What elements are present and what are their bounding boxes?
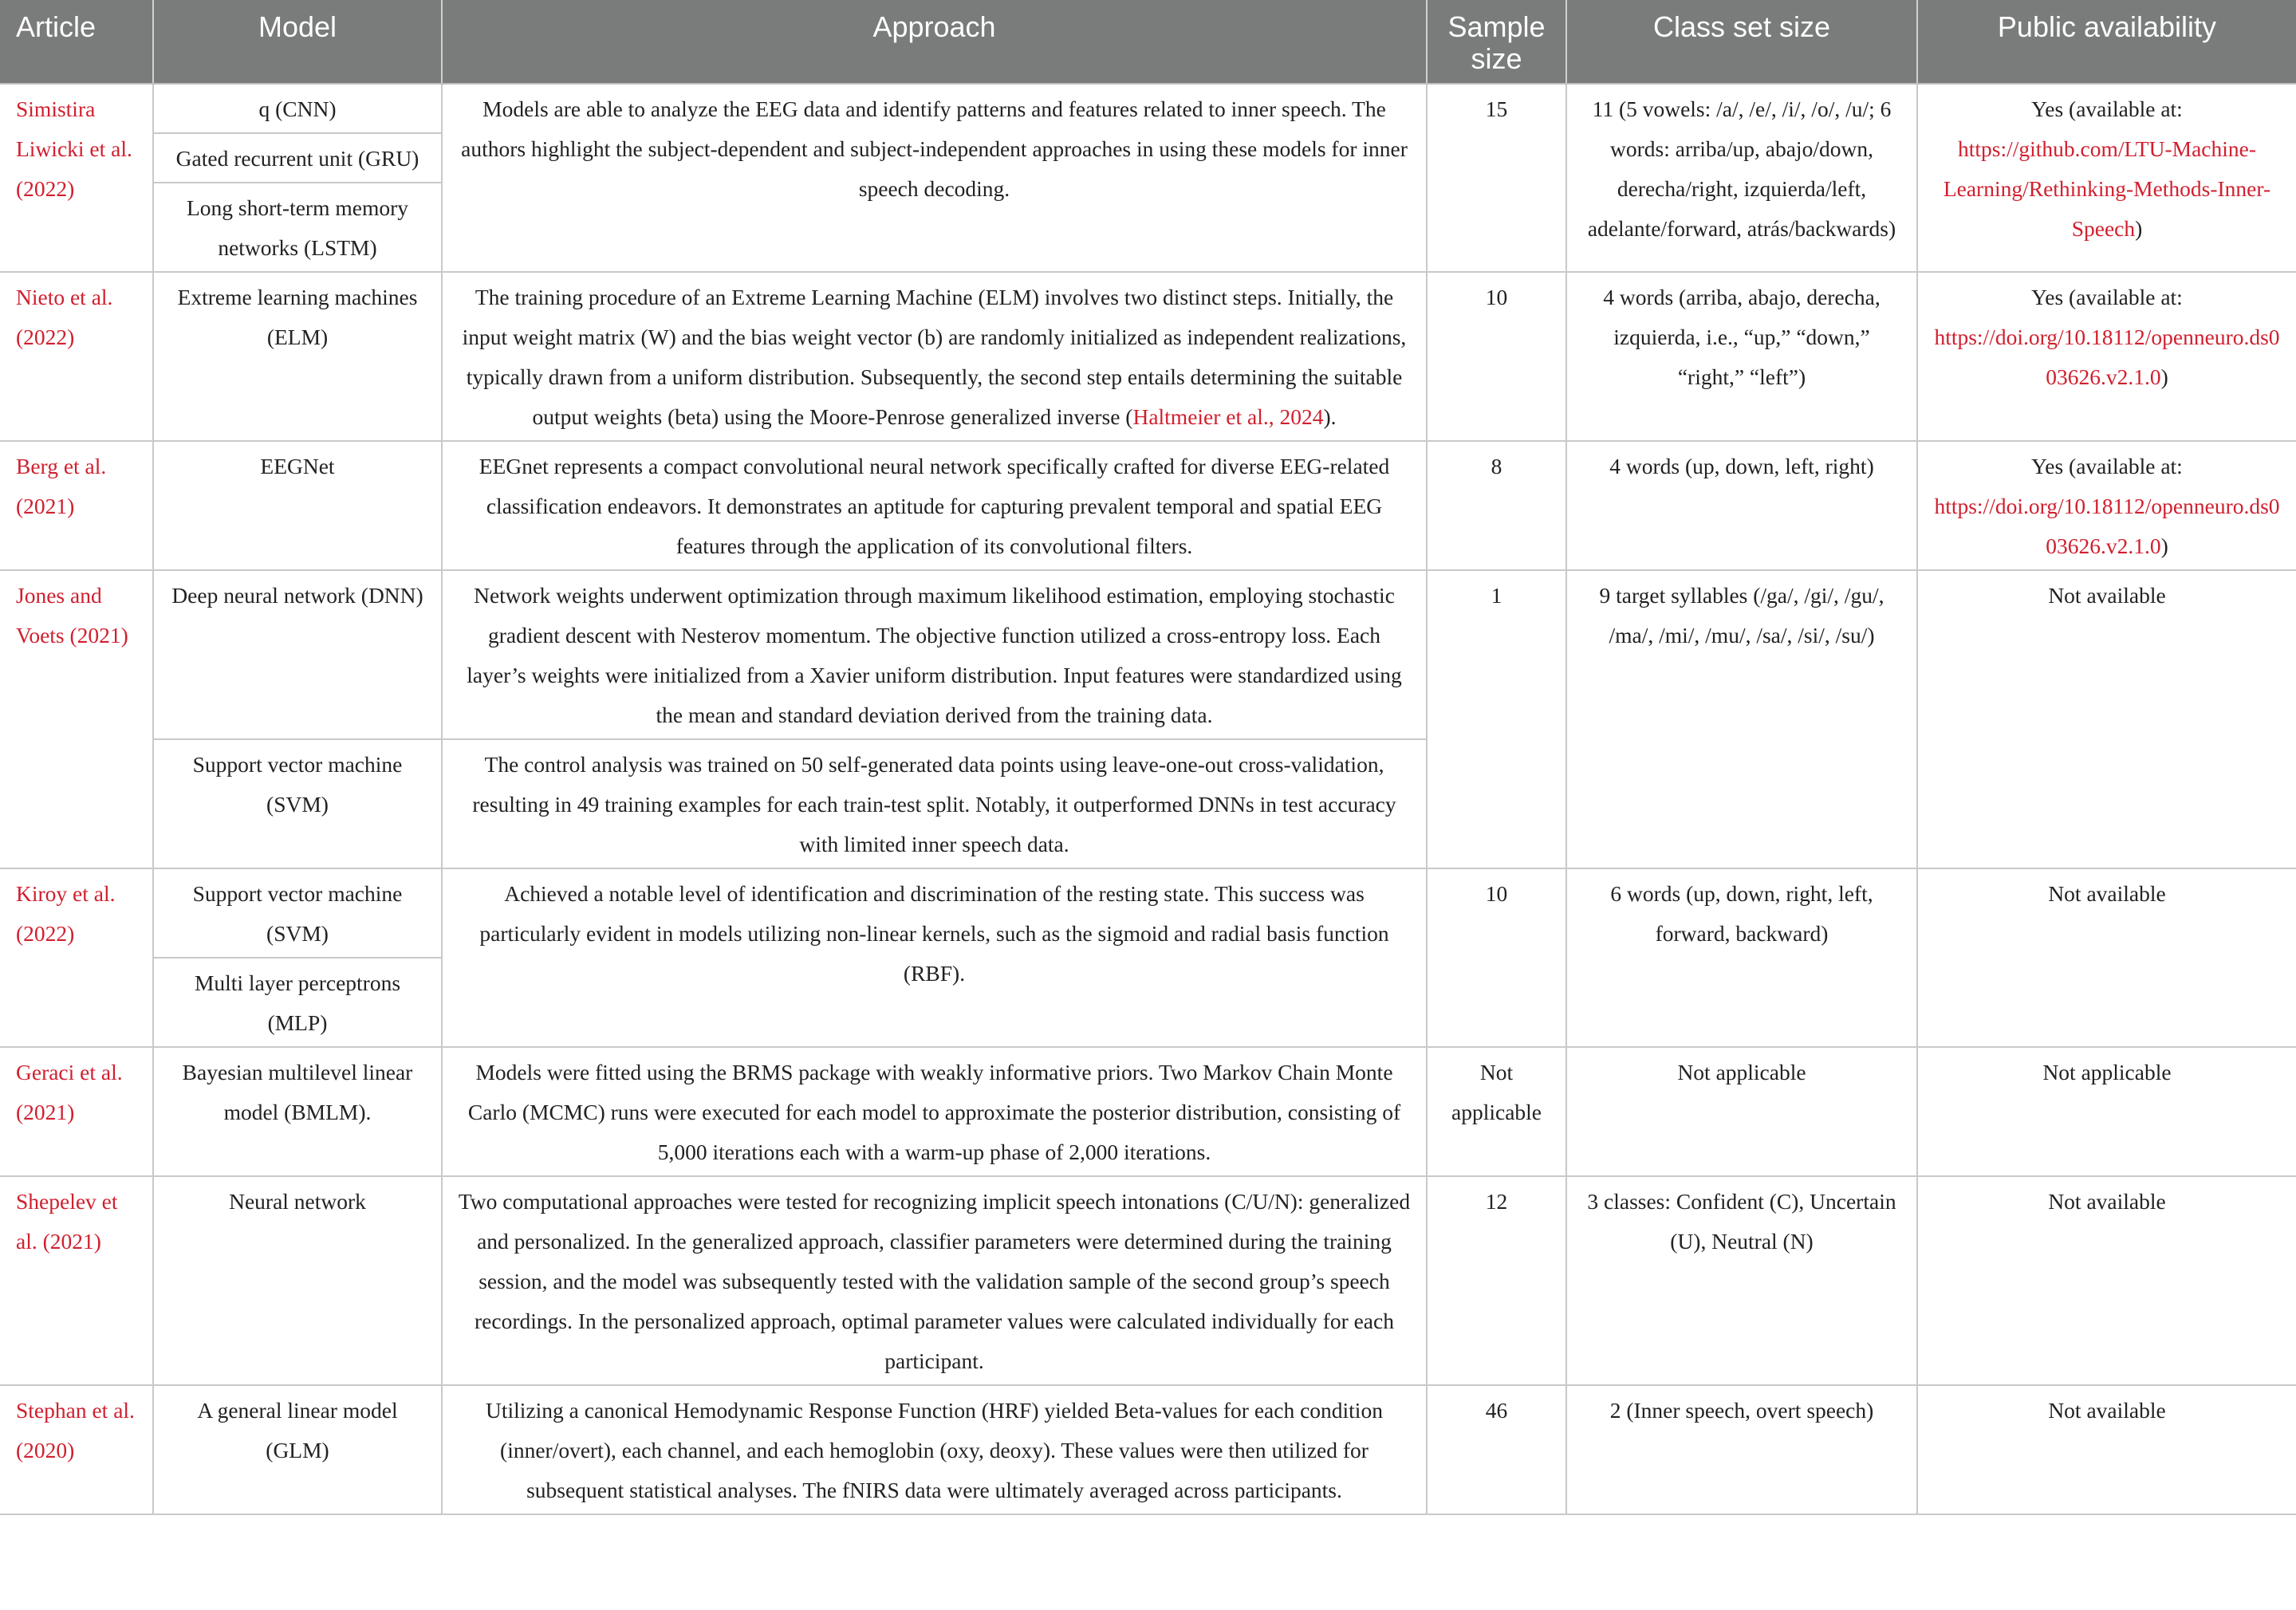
article-cell bbox=[0, 441, 153, 570]
sample-size-cell: 46 bbox=[1427, 1385, 1566, 1514]
article-link[interactable]: Simistira Liwicki et al. (2022) bbox=[16, 96, 132, 201]
approach-cell: Achieved a notable level of identification and discrimination of the resting state. This success was particularly evident in models utilizing non-linear kernels, such as the sigmoid and radial basis function (RBF). bbox=[442, 868, 1427, 1047]
table-row bbox=[0, 1385, 2296, 1514]
model-cell: Neural network bbox=[153, 1176, 442, 1385]
sample-size-cell: Not applicable bbox=[1427, 1047, 1566, 1176]
article-cell bbox=[0, 272, 153, 441]
availability-prefix: Yes (available at: bbox=[2031, 454, 2183, 478]
approach-cell: Utilizing a canonical Hemodynamic Response Function (HRF) yielded Beta-values for each condition (inner/overt), each channel, and each hemoglobin (oxy, deoxy). These values were then utilized for subsequent statistical analyses. The fNIRS data were ultimately averaged across participants. bbox=[442, 1385, 1427, 1514]
class-set-cell: 4 words (arriba, abajo, derecha, izquierda, i.e., “up,” “down,” “right,” “left”) bbox=[1566, 272, 1917, 441]
reference-link[interactable]: Haltmeier et al., 2024 bbox=[1132, 404, 1324, 429]
availability-suffix: ) bbox=[2160, 533, 2168, 558]
availability-cell: Not available bbox=[1917, 1176, 2296, 1385]
availability-link[interactable]: https://doi.org/10.18112/openneuro.ds003626.v2.1.0 bbox=[1934, 494, 2280, 558]
article-cell bbox=[0, 868, 153, 1047]
approach-cell: Models are able to analyze the EEG data and identify patterns and features related to inner speech. The authors highlight the subject-dependent and subject-independent approaches in using these models for inner speech decoding. bbox=[442, 84, 1427, 272]
model-cell: q (CNN) bbox=[153, 84, 442, 133]
approach-cell: EEGnet represents a compact convolutional neural network specifically crafted for diverse EEG-related classification endeavors. It demonstrates an aptitude for capturing prevalent temporal and spatial EEG features through the application of its convolutional filters. bbox=[442, 441, 1427, 570]
model-cell: Deep neural network (DNN) bbox=[153, 570, 442, 739]
article-link[interactable]: Nieto et al. (2022) bbox=[16, 285, 113, 349]
article-link[interactable]: Shepelev et al. (2021) bbox=[16, 1189, 118, 1254]
model-cell: Support vector machine (SVM) bbox=[153, 868, 442, 958]
model-cell: Multi layer perceptrons (MLP) bbox=[153, 958, 442, 1047]
availability-cell: Not applicable bbox=[1917, 1047, 2296, 1176]
article-cell bbox=[0, 1176, 153, 1385]
class-set-cell: Not applicable bbox=[1566, 1047, 1917, 1176]
sample-size-cell: 15 bbox=[1427, 84, 1566, 272]
article-link[interactable]: Kiroy et al. (2022) bbox=[16, 881, 116, 946]
availability-prefix: Yes (available at: bbox=[2031, 96, 2183, 121]
availability-cell bbox=[1917, 441, 2296, 570]
approach-cell: Network weights underwent optimization through maximum likelihood estimation, employing stochastic gradient descent with Nesterov momentum. The objective function utilized a cross-entropy loss. Each layer’s weights were initialized from a Xavier uniform distribution. Input features were standardized using the mean and standard deviation derived from the training data. bbox=[442, 570, 1427, 739]
class-set-cell: 4 words (up, down, left, right) bbox=[1566, 441, 1917, 570]
availability-link[interactable]: https://github.com/LTU-Machine-Learning/Rethinking-Methods-Inner-Speech bbox=[1943, 136, 2271, 241]
model-cell: Long short-term memory networks (LSTM) bbox=[153, 183, 442, 272]
model-cell: EEGNet bbox=[153, 441, 442, 570]
article-cell bbox=[0, 570, 153, 868]
table-row bbox=[0, 84, 2296, 133]
article-link[interactable]: Jones and Voets (2021) bbox=[16, 583, 128, 648]
header-row bbox=[0, 0, 2296, 84]
model-cell: A general linear model (GLM) bbox=[153, 1385, 442, 1514]
approach-cell bbox=[442, 272, 1427, 441]
class-set-cell: 2 (Inner speech, overt speech) bbox=[1566, 1385, 1917, 1514]
table-row bbox=[0, 868, 2296, 958]
table-row bbox=[0, 272, 2296, 441]
availability-suffix: ) bbox=[2135, 216, 2143, 241]
column-header-model: Model bbox=[153, 0, 442, 84]
column-header-sample-size: Sample size bbox=[1427, 0, 1566, 84]
approach-cell: The control analysis was trained on 50 self-generated data points using leave-one-out cross-validation, resulting in 49 training examples for each train-test split. Notably, it outperformed DNNs in test accuracy with limited inner speech data. bbox=[442, 739, 1427, 868]
table-row bbox=[0, 570, 2296, 739]
article-link[interactable]: Stephan et al. (2020) bbox=[16, 1398, 135, 1462]
article-cell bbox=[0, 1385, 153, 1514]
approach-suffix: ). bbox=[1323, 404, 1337, 429]
table-row bbox=[0, 1047, 2296, 1176]
availability-cell bbox=[1917, 272, 2296, 441]
availability-cell: Not available bbox=[1917, 1385, 2296, 1514]
class-set-cell: 9 target syllables (/ga/, /gi/, /gu/, /ma/, /mi/, /mu/, /sa/, /si/, /su/) bbox=[1566, 570, 1917, 868]
table-row bbox=[0, 441, 2296, 570]
approach-cell: Two computational approaches were tested for recognizing implicit speech intonations (C/U/N): generalized and personalized. In the generalized approach, classifier parameters were determined during the training session, and the model was subsequently tested with the validation sample of the second group’s speech recordings. In the personalized approach, optimal parameter values were calculated individually for each participant. bbox=[442, 1176, 1427, 1385]
availability-cell: Not available bbox=[1917, 868, 2296, 1047]
article-link[interactable]: Geraci et al. (2021) bbox=[16, 1060, 123, 1124]
sample-size-cell: 12 bbox=[1427, 1176, 1566, 1385]
column-header-article: Article bbox=[0, 0, 153, 84]
model-cell: Extreme learning machines (ELM) bbox=[153, 272, 442, 441]
column-header-public-availability: Public availability bbox=[1917, 0, 2296, 84]
article-link[interactable]: Berg et al. (2021) bbox=[16, 454, 107, 518]
table-row bbox=[0, 1176, 2296, 1385]
article-cell bbox=[0, 84, 153, 272]
model-cell: Bayesian multilevel linear model (BMLM). bbox=[153, 1047, 442, 1176]
availability-link[interactable]: https://doi.org/10.18112/openneuro.ds003626.v2.1.0 bbox=[1934, 325, 2280, 389]
model-cell: Support vector machine (SVM) bbox=[153, 739, 442, 868]
approach-text: The training procedure of an Extreme Learning Machine (ELM) involves two distinct steps. Initially, the input weight matrix (W) and the bias weight vector (b) are randomly initialized as independent realizations, typically drawn from a uniform distribution. Subsequently, the second step entails determining the suitable output weights (beta) using the Moore-Penrose generalized inverse ( bbox=[462, 285, 1407, 429]
sample-size-cell: 8 bbox=[1427, 441, 1566, 570]
sample-size-cell: 10 bbox=[1427, 272, 1566, 441]
class-set-cell: 11 (5 vowels: /a/, /e/, /i/, /o/, /u/; 6 words: arriba/up, abajo/down, derecha/right, izquierda/left, adelante/forward, atrás/backwards) bbox=[1566, 84, 1917, 272]
column-header-class-set-size: Class set size bbox=[1566, 0, 1917, 84]
sample-size-cell: 1 bbox=[1427, 570, 1566, 868]
availability-suffix: ) bbox=[2160, 364, 2168, 389]
article-cell bbox=[0, 1047, 153, 1176]
column-header-approach: Approach bbox=[442, 0, 1427, 84]
sample-size-cell: 10 bbox=[1427, 868, 1566, 1047]
approach-cell: Models were fitted using the BRMS package with weakly informative priors. Two Markov Chain Monte Carlo (MCMC) runs were executed for each model to approximate the posterior distribution, consisting of 5,000 iterations each with a warm-up phase of 2,000 iterations. bbox=[442, 1047, 1427, 1176]
class-set-cell: 6 words (up, down, right, left, forward, backward) bbox=[1566, 868, 1917, 1047]
availability-cell: Not available bbox=[1917, 570, 2296, 868]
class-set-cell: 3 classes: Confident (C), Uncertain (U), Neutral (N) bbox=[1566, 1176, 1917, 1385]
availability-cell bbox=[1917, 84, 2296, 272]
availability-prefix: Yes (available at: bbox=[2031, 285, 2183, 309]
model-cell: Gated recurrent unit (GRU) bbox=[153, 133, 442, 183]
